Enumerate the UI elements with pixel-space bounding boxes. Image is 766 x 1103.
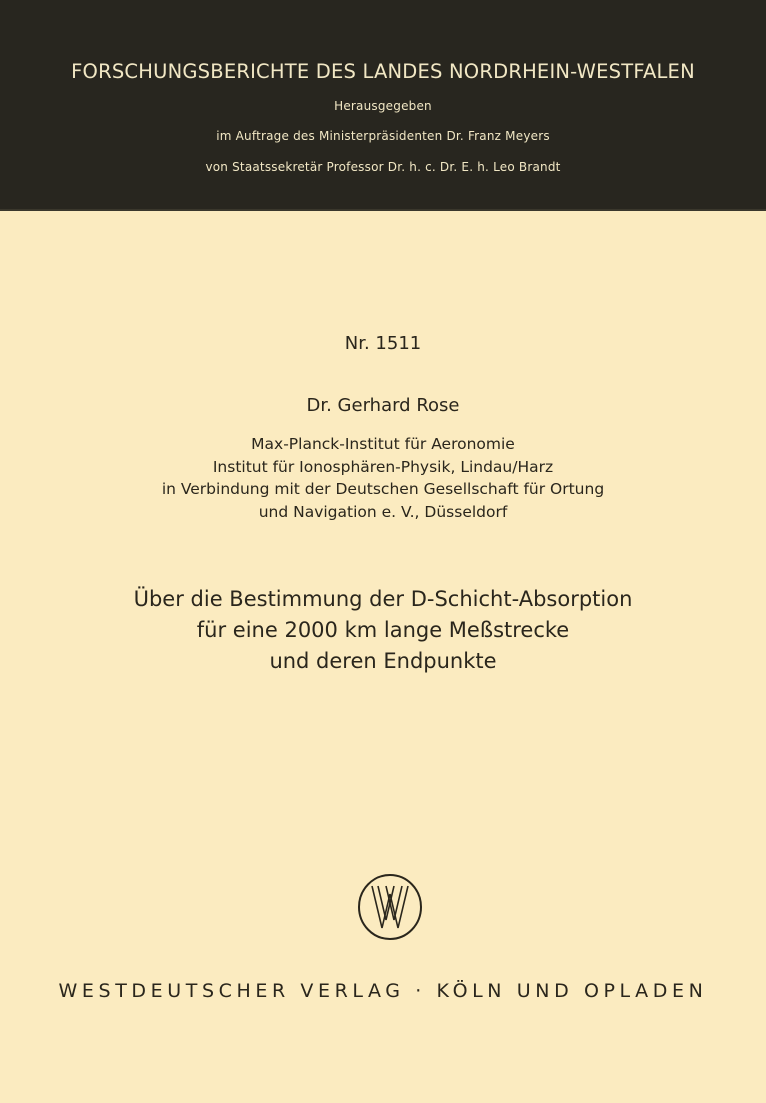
affiliation-line: Institut für Ionosphären-Physik, Lindau/Harz xyxy=(212,457,554,476)
publisher-imprint: WESTDEUTSCHER VERLAG · KÖLN UND OPLADEN xyxy=(58,980,708,1002)
editor-line-3: von Staatssekretär Professor Dr. h. c. Dr. E. h. Leo Brandt xyxy=(205,160,561,174)
affiliation-line: in Verbindung mit der Deutschen Gesellschaft für Ortung xyxy=(161,480,605,498)
editor-line-2: im Auftrage des Ministerpräsidenten Dr. Franz Meyers xyxy=(216,129,550,143)
affiliation-line: Max-Planck-Institut für Aeronomie xyxy=(251,435,515,453)
report-number: Nr. 1511 xyxy=(344,333,422,354)
document-title xyxy=(0,584,766,677)
editor-line-1: Herausgegeben xyxy=(334,99,432,113)
title-line: Über die Bestimmung der D-Schicht-Absorption xyxy=(133,587,633,611)
affiliation-line: und Navigation e. V., Düsseldorf xyxy=(258,502,508,521)
series-title: FORSCHUNGSBERICHTE DES LANDES NORDRHEIN-WESTFALEN xyxy=(71,60,695,83)
author-affiliation xyxy=(0,433,766,523)
title-line: und deren Endpunkte xyxy=(269,649,497,673)
publisher-logo-icon xyxy=(356,873,424,941)
author-name: Dr. Gerhard Rose xyxy=(306,395,460,416)
title-line: für eine 2000 km lange Meßstrecke xyxy=(196,618,570,642)
series-header-band xyxy=(0,0,766,211)
